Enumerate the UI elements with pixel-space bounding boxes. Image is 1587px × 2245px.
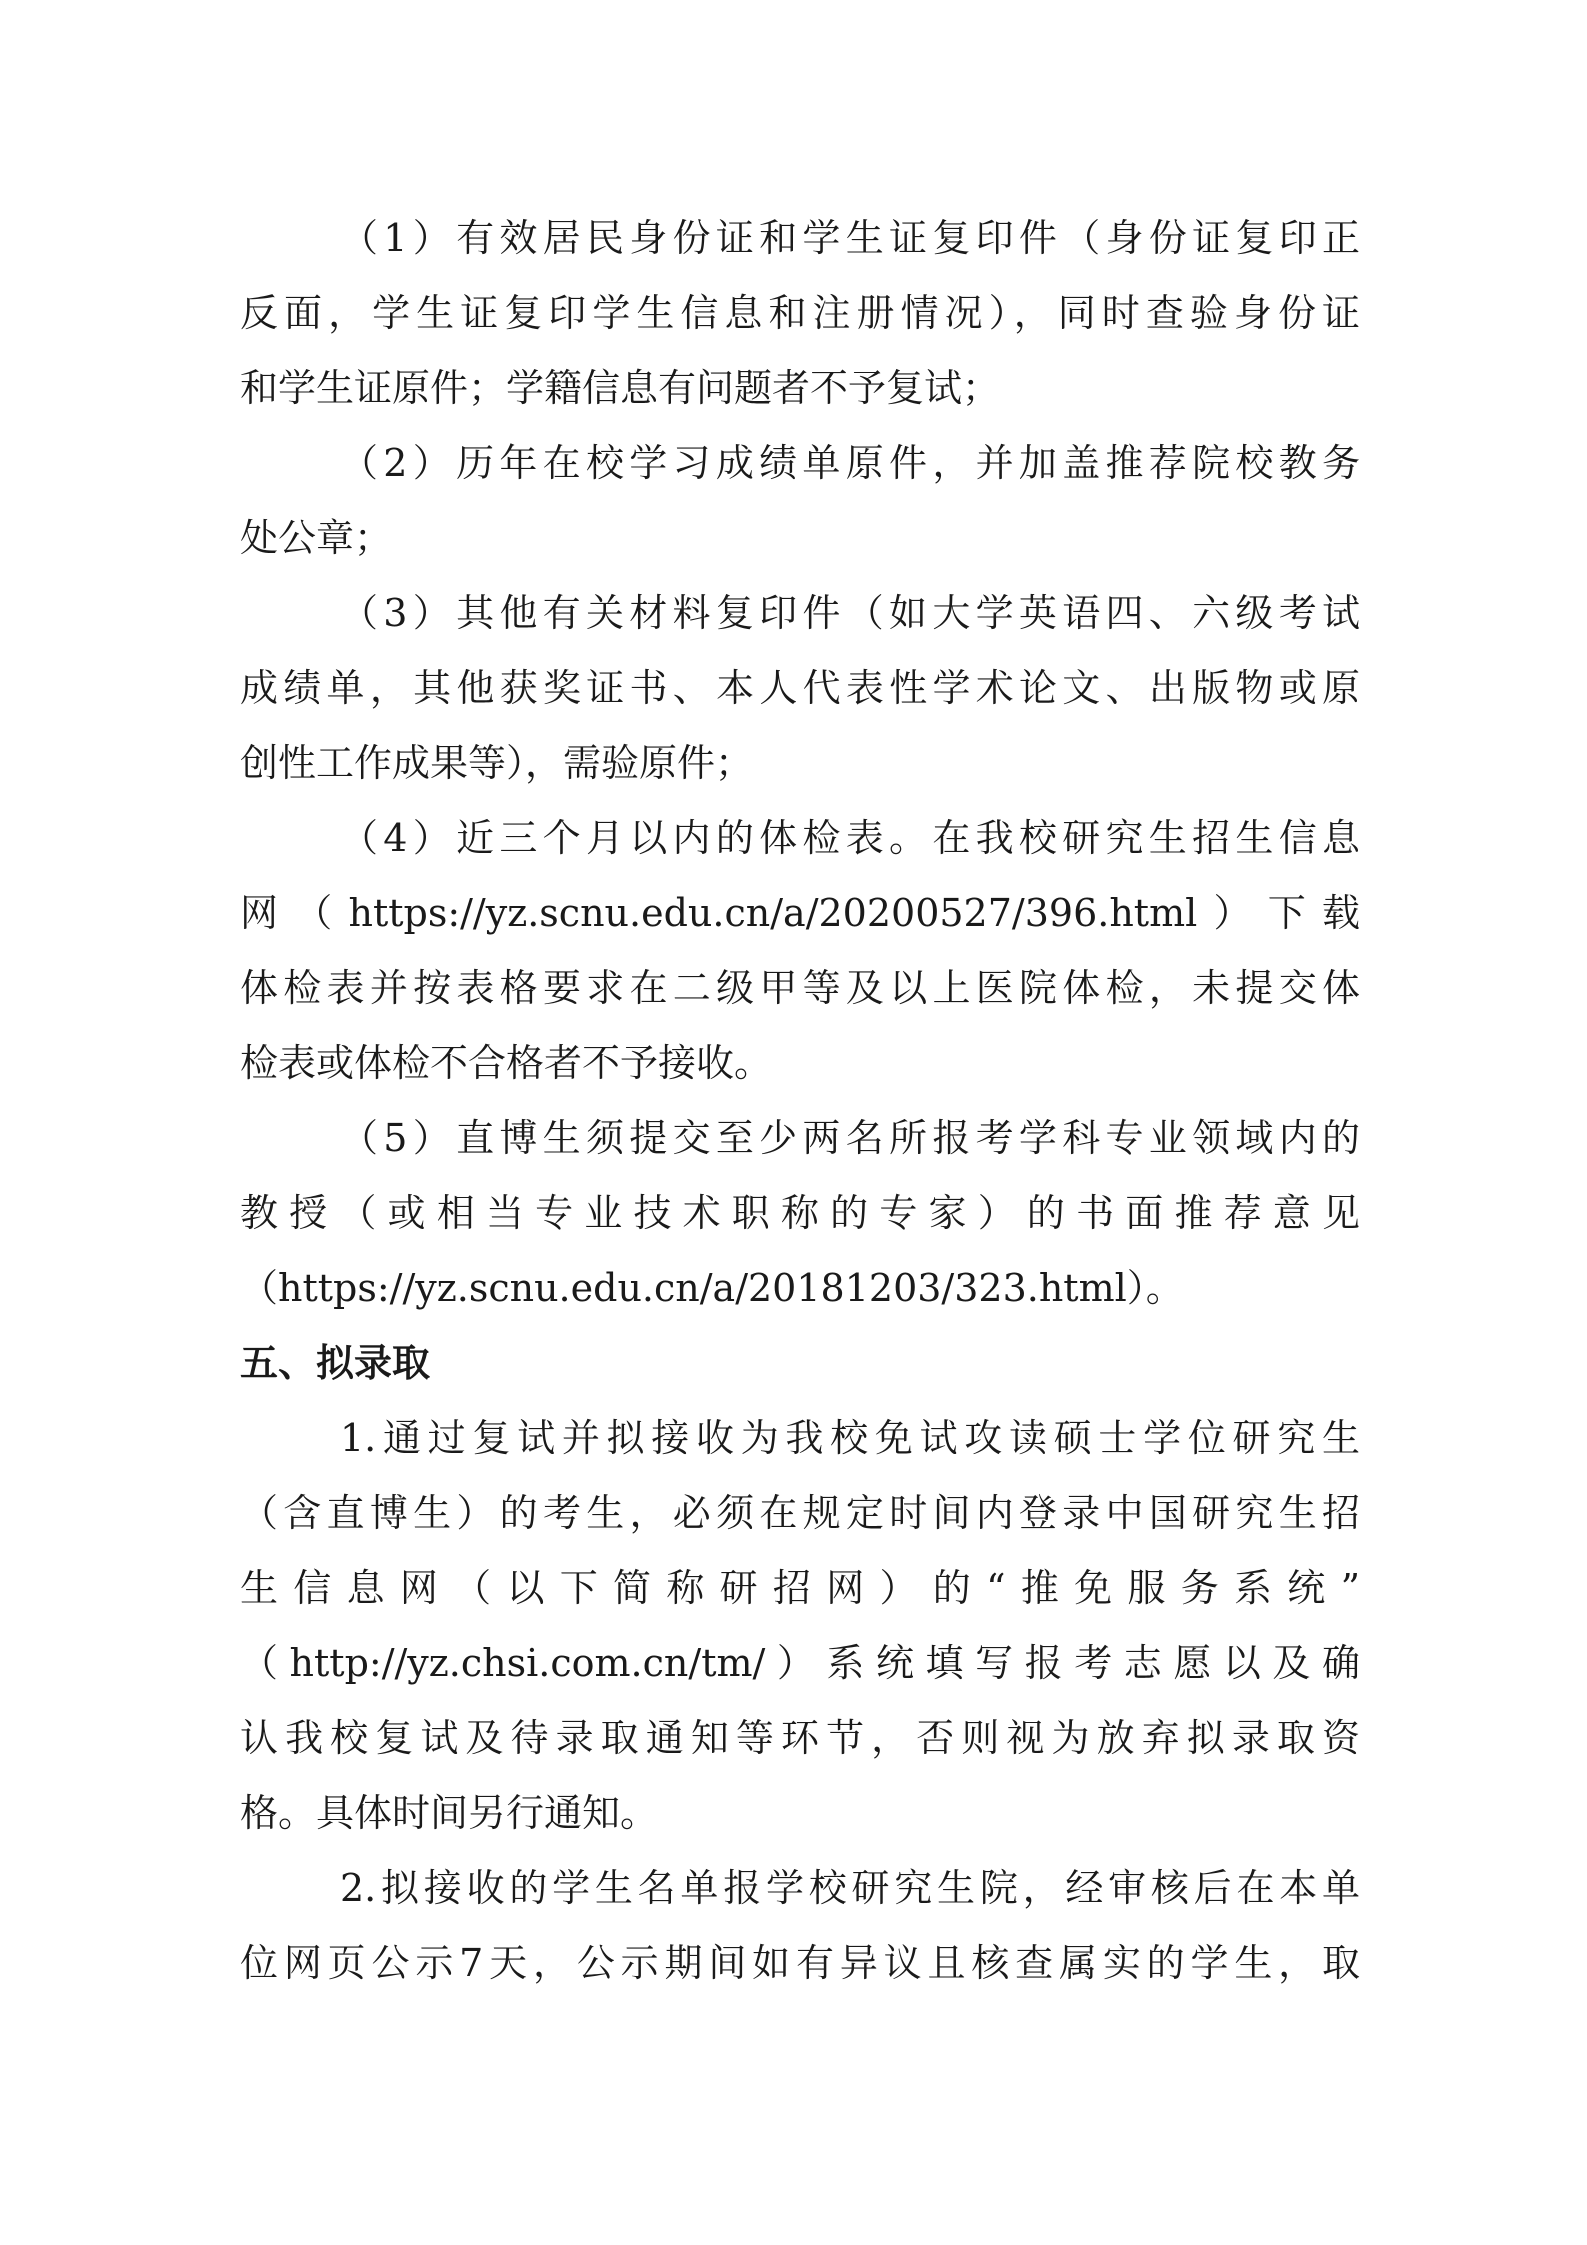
item-4-line-3: 体检表并按表格要求在二级甲等及以上医院体检，未提交体 [240,966,1360,1010]
section-heading: 五、拟录取 [240,1341,431,1385]
admission-2-line-1: 2.拟接收的学生名单报学校研究生院，经审核后在本单 [340,1866,1360,1910]
item-3-line-3: 创性工作成果等），需验原件； [240,741,754,785]
item-5-line-1: （5）直博生须提交至少两名所报考学科专业领域内的 [340,1116,1360,1160]
item-4-line-4: 检表或体检不合格者不予接收。 [240,1041,773,1085]
item-5-line-3: （https://yz.scnu.edu.cn/a/20181203/323.html）。 [240,1266,1184,1310]
admission-1-line-2: （含直博生）的考生，必须在规定时间内登录中国研究生招 [240,1491,1360,1535]
item-1-line-1: （1）有效居民身份证和学生证复印件（身份证复印正 [340,216,1360,260]
item-5-line-2: 教授（或相当专业技术职称的专家）的书面推荐意见 [240,1191,1360,1235]
admission-2-line-2: 位网页公示7天，公示期间如有异议且核查属实的学生，取 [240,1941,1360,1985]
item-2-line-1: （2）历年在校学习成绩单原件，并加盖推荐院校教务 [340,441,1360,485]
admission-1-line-3: 生信息网（以下简称研招网）的“推免服务系统” [240,1566,1360,1610]
admission-1-line-1: 1.通过复试并拟接收为我校免试攻读硕士学位研究生 [340,1416,1360,1460]
item-3-line-1: （3）其他有关材料复印件（如大学英语四、六级考试 [340,591,1360,635]
item-4-line-1: （4）近三个月以内的体检表。在我校研究生招生信息 [340,816,1360,860]
admission-1-line-6: 格。具体时间另行通知。 [240,1791,659,1835]
item-2-line-2: 处公章； [240,516,393,560]
item-4-line-2: 网（https://yz.scnu.edu.cn/a/20200527/396.html）下载 [240,891,1360,935]
item-3-line-2: 成绩单，其他获奖证书、本人代表性学术论文、出版物或原 [240,666,1360,710]
admission-1-line-5: 认我校复试及待录取通知等环节，否则视为放弃拟录取资 [240,1716,1360,1760]
admission-1-line-4: （http://yz.chsi.com.cn/tm/）系统填写报考志愿以及确 [240,1641,1360,1685]
item-1-line-3: 和学生证原件；学籍信息有问题者不予复试； [240,366,1001,410]
item-1-line-2: 反面，学生证复印学生信息和注册情况），同时查验身份证 [240,291,1360,335]
